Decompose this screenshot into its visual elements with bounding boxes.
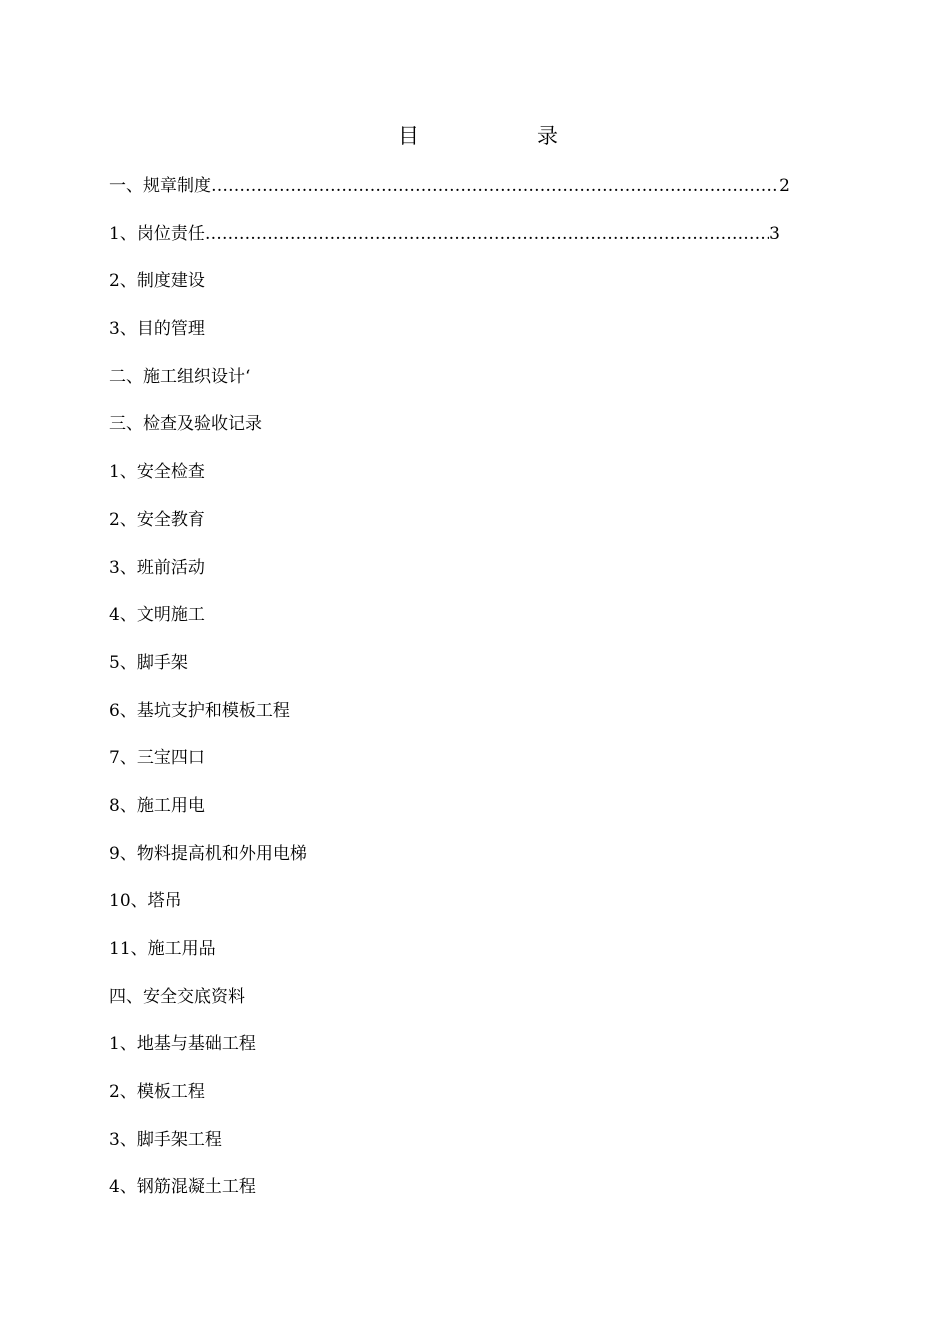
toc-page-number: 3: [769, 223, 780, 244]
toc-entry: 1、安全检查: [109, 462, 205, 483]
page-title: [398, 122, 558, 150]
toc-entry: 11、施工用品: [109, 939, 216, 959]
toc-entry: 1、地基与基础工程: [109, 1034, 256, 1055]
toc-entry: 4、文明施工: [109, 605, 205, 626]
table-of-contents: [109, 172, 799, 1221]
toc-entry: 2、安全教育: [109, 509, 205, 530]
toc-entry: [109, 220, 780, 268]
toc-entry: 3、脚手架工程: [109, 1129, 222, 1150]
toc-entry: 7、三宝四口: [109, 748, 205, 769]
title-char-1: 目: [398, 124, 419, 148]
toc-page-number: 2: [779, 176, 790, 196]
toc-entry: 4、钢筋混凝土工程: [109, 1177, 256, 1198]
toc-leader-dots: [211, 172, 779, 200]
toc-entry: 3、目的管理: [109, 319, 205, 340]
toc-entry: [109, 172, 790, 220]
toc-entry: 2、制度建设: [109, 271, 205, 292]
toc-entry-text: 一、规章制度: [109, 176, 211, 196]
toc-entry: 5、脚手架: [109, 652, 188, 673]
toc-entry: 2、模板工程: [109, 1082, 205, 1103]
toc-entry: 9、物料提高机和外用电梯: [109, 843, 307, 864]
toc-entry: 8、施工用电: [109, 795, 205, 816]
toc-entry: 二、施工组织设计‘: [109, 366, 251, 387]
toc-entry: 10、塔吊: [109, 891, 182, 912]
toc-entry-text: 1、岗位责任: [109, 223, 205, 244]
toc-entry: 三、检查及验收记录: [109, 414, 262, 435]
toc-entry: 3、班前活动: [109, 557, 205, 578]
toc-entry: 四、安全交底资料: [109, 986, 245, 1007]
title-char-2: 录: [537, 124, 558, 148]
toc-leader-dots: [205, 220, 769, 248]
toc-entry: 6、基坑支护和模板工程: [109, 700, 290, 721]
